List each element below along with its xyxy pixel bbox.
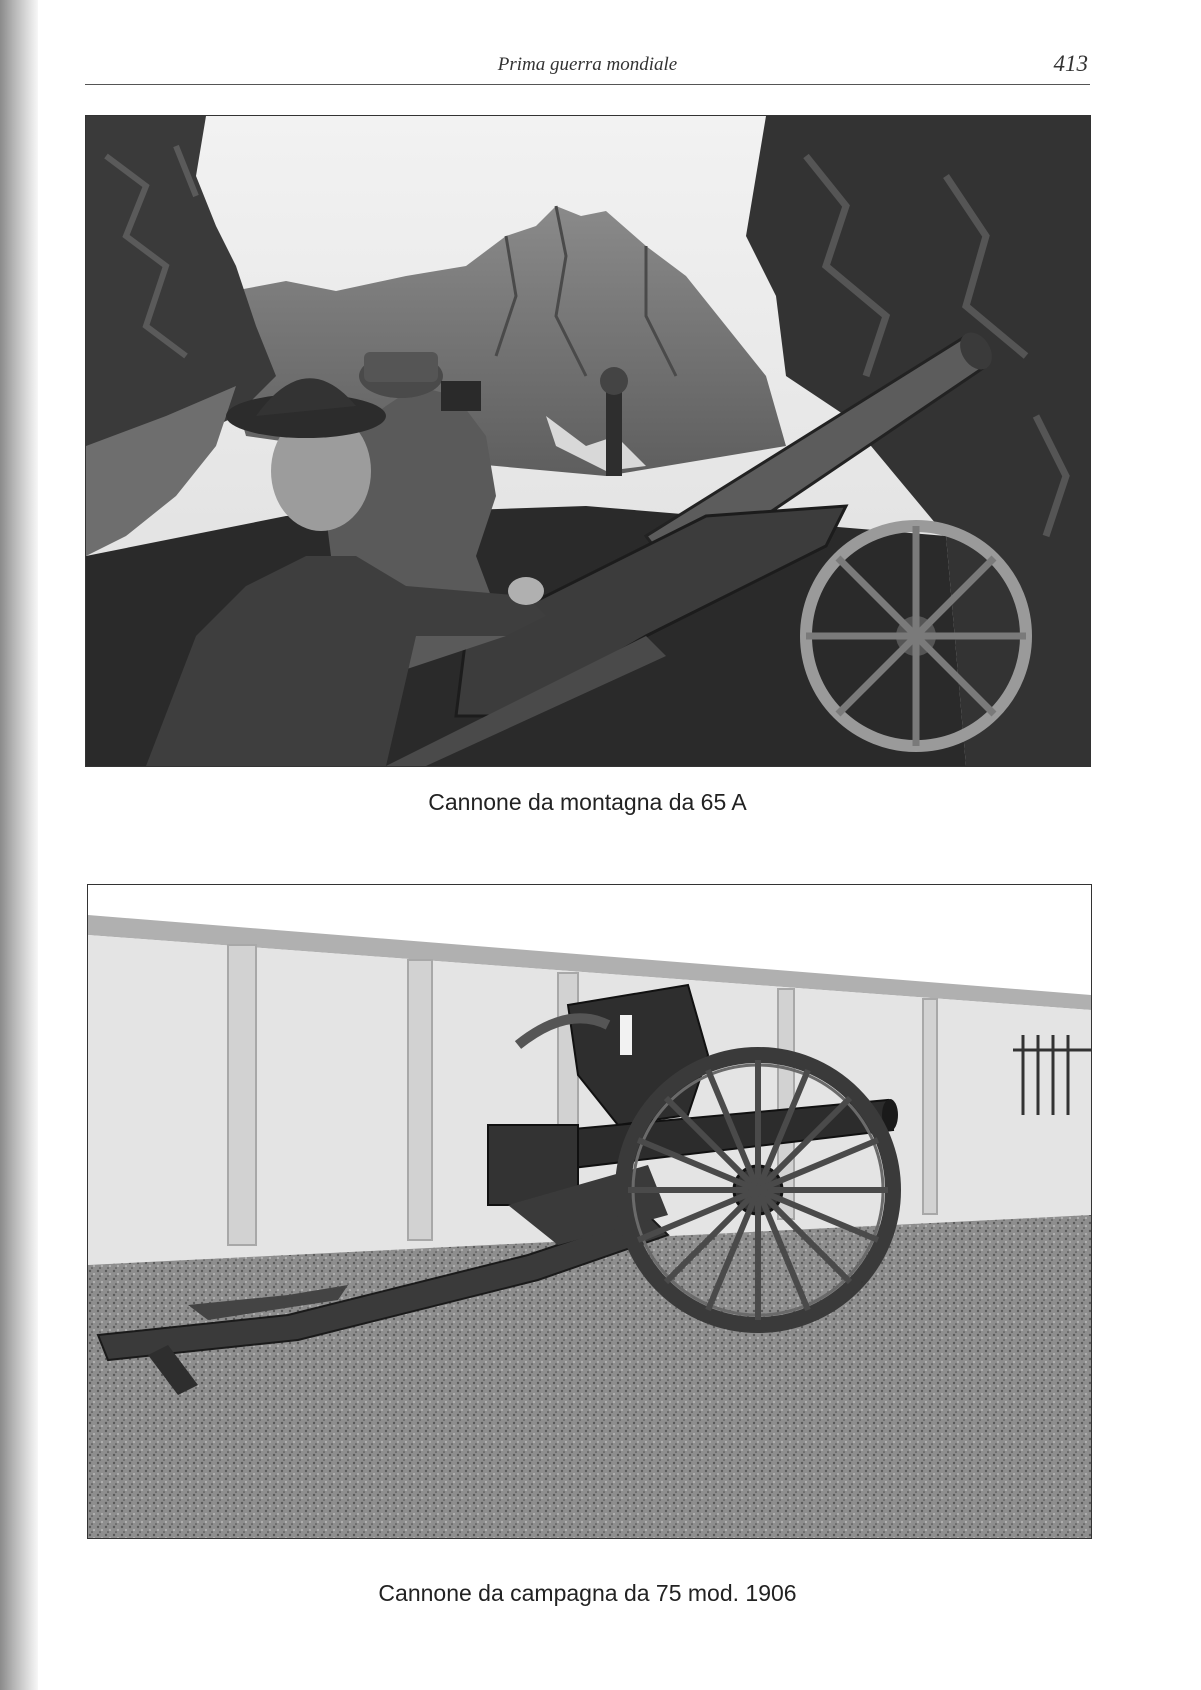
running-head	[85, 48, 1090, 85]
field-gun-photo-drawing	[88, 885, 1091, 1538]
photo-field-gun	[87, 884, 1092, 1539]
book-gutter-shadow	[0, 0, 38, 1690]
mountain-gun-photo-drawing	[86, 116, 1090, 766]
running-title: Prima guerra mondiale	[497, 54, 678, 75]
page-number: 413	[1053, 51, 1088, 76]
photo-mountain-gun	[85, 115, 1091, 767]
figure-1-caption: Cannone da montagna da 65 A	[428, 789, 747, 815]
figure-2-caption: Cannone da campagna da 75 mod. 1906	[378, 1580, 797, 1606]
